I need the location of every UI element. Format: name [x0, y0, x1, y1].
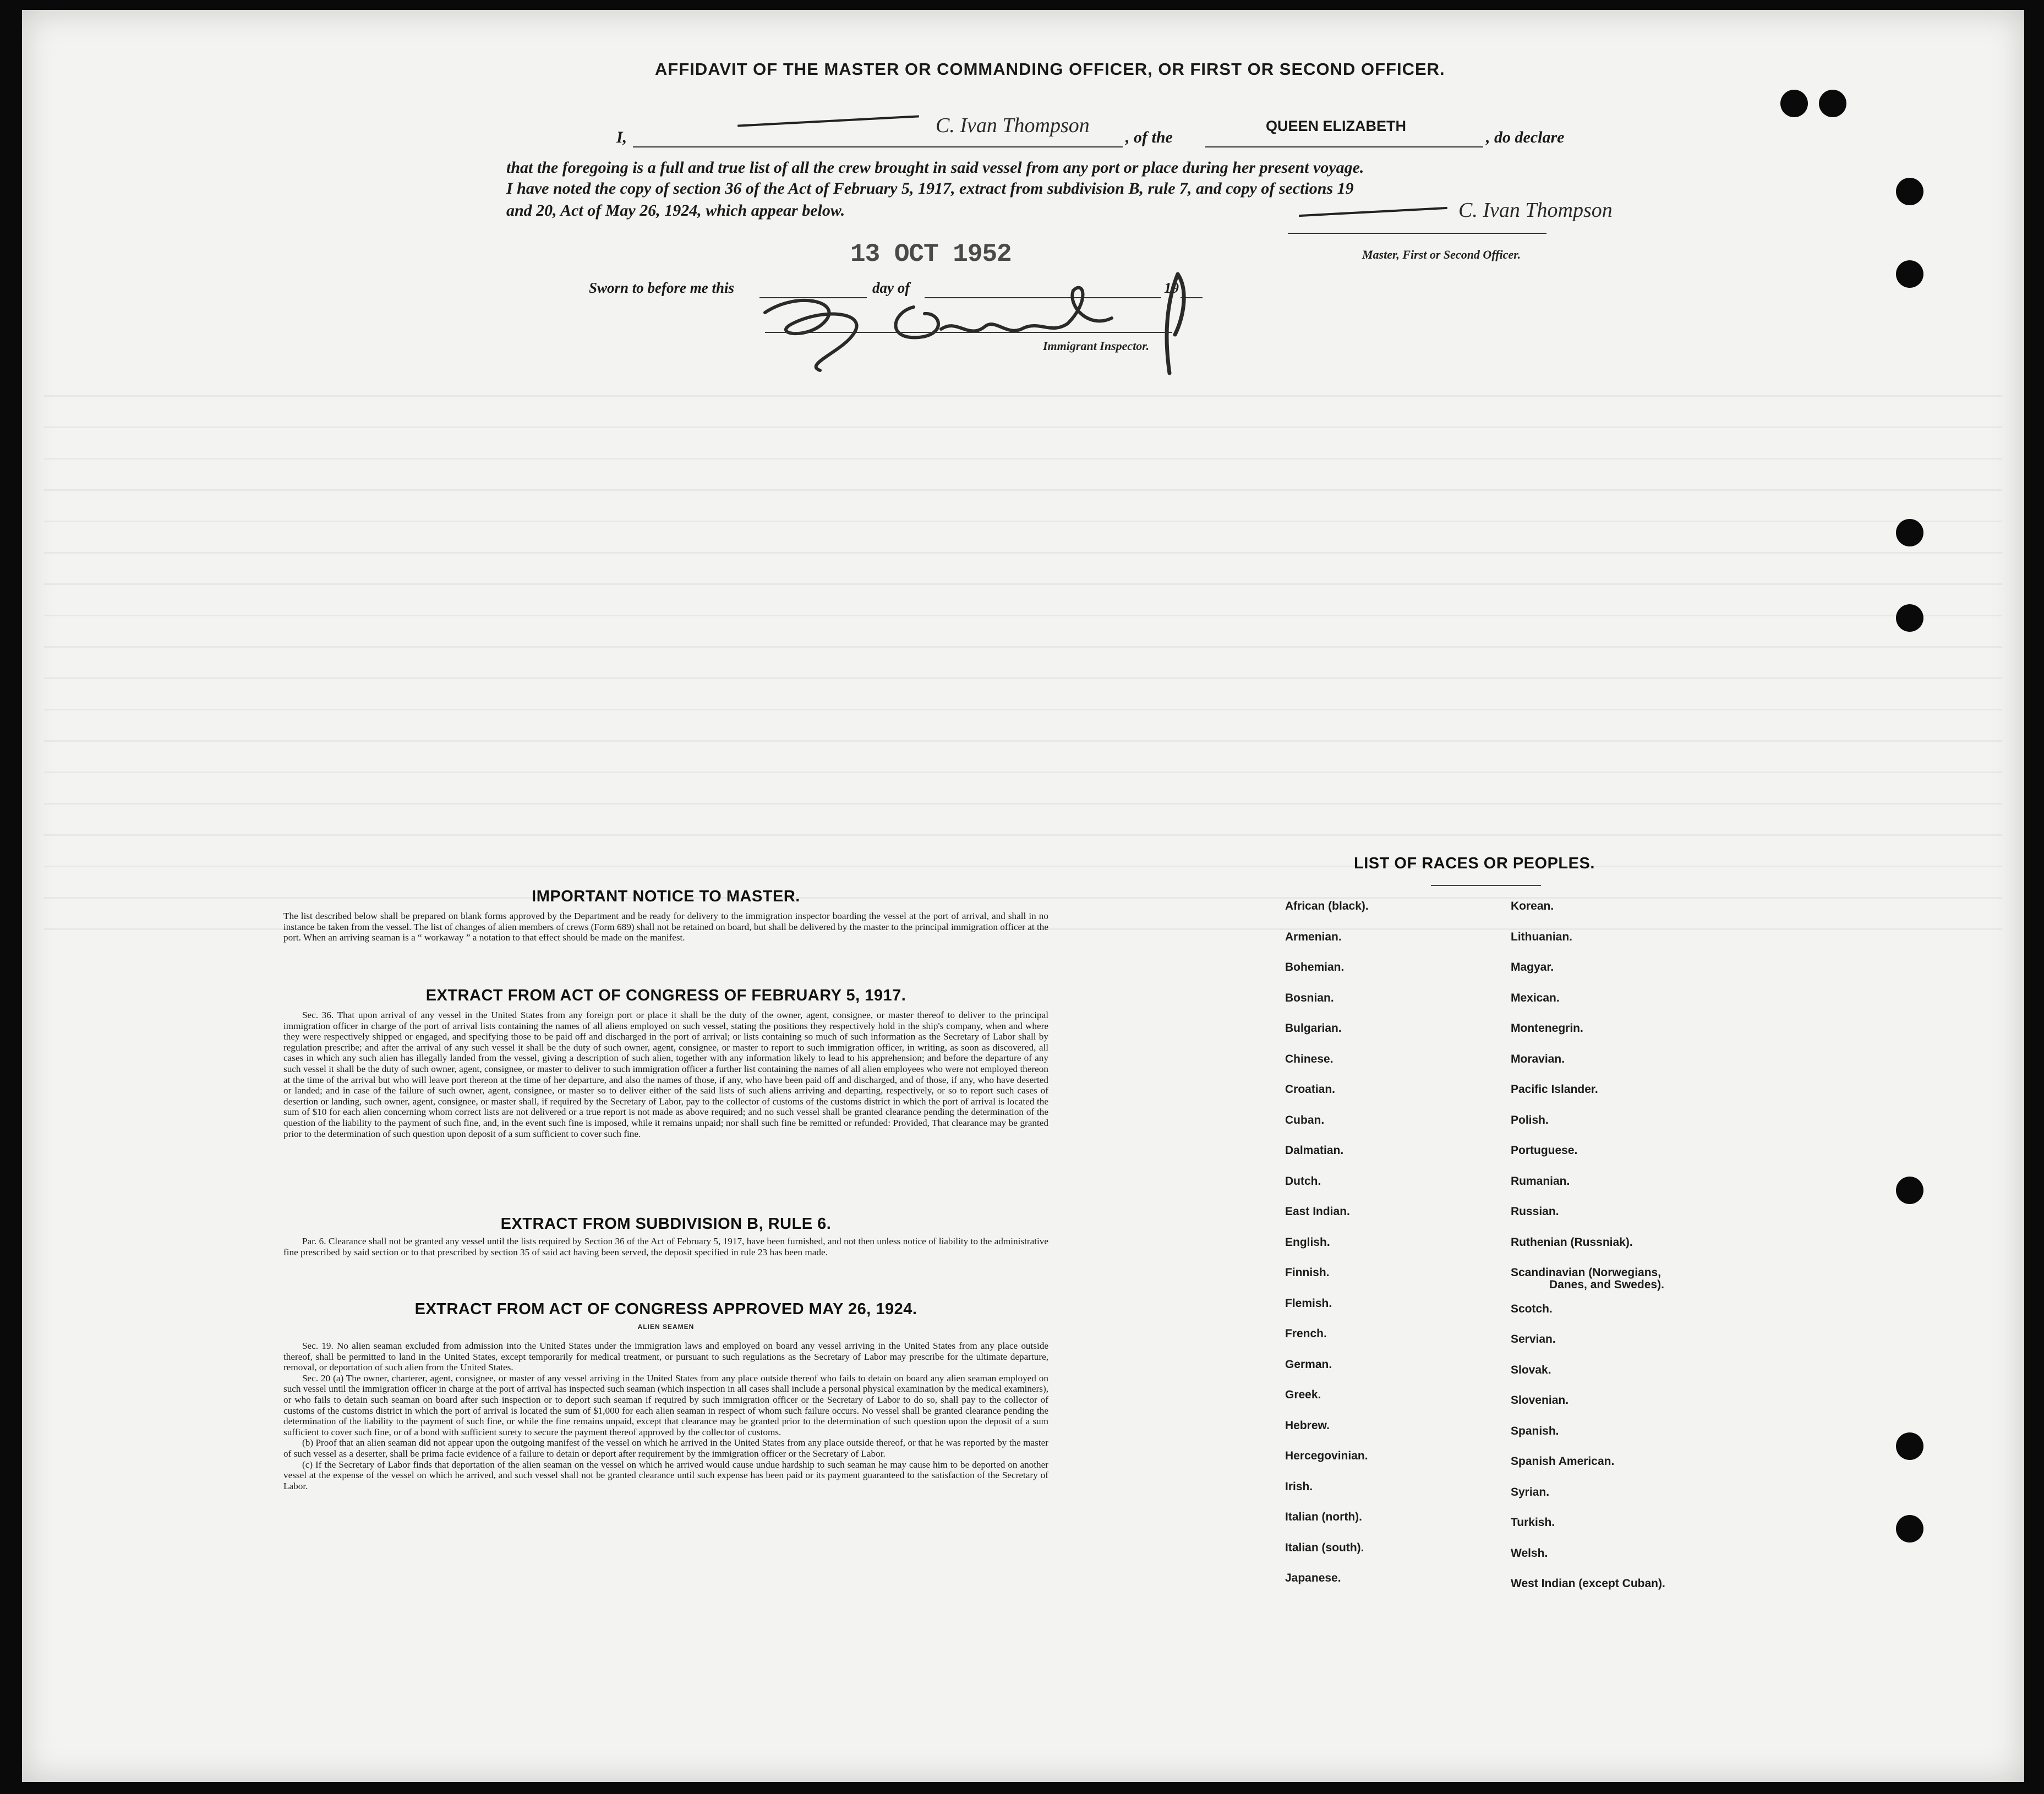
race-item: African (black).	[1285, 900, 1369, 912]
strike-through-mark	[1299, 207, 1447, 217]
affidavit-line-3: I have noted the copy of section 36 of the Act of February 5, 1917, extract from subdivision B, rule 7, and copy of sections 19	[506, 179, 1354, 198]
date-stamp: 13 OCT 1952	[850, 240, 1012, 269]
sec-19: Sec. 19. No alien seaman excluded from admission into the United States under the immigration laws and employed on board any vessel arriving in the United States from any place outside thereof, shall be permitted to land in the United States, except temporarily for medical treatment, or pursuant to such regulations as the Secretary of Labor may prescribe for the ultimate departure, removal, or deportation of such alien from the United States.	[283, 1341, 1048, 1373]
race-item: Cuban.	[1285, 1113, 1325, 1126]
race-item: Magyar.	[1511, 961, 1554, 973]
ghost-line	[44, 646, 2002, 648]
strike-through-mark	[737, 115, 919, 127]
sec-20c: (c) If the Secretary of Labor finds that deportation of the alien seaman on the vessel on which he arrived would cause undue hardship to such seaman he may cause him to be deported on another vessel at the expense of the vessel on which he arrived, and such vessel shall not be granted clearance until such expense has been paid or its payment guaranteed to the satisfaction of the Secretary of Labor.	[283, 1459, 1048, 1491]
race-item: West Indian (except Cuban).	[1511, 1577, 1665, 1590]
ghost-line	[44, 803, 2002, 805]
affidavit-line-4: and 20, Act of May 26, 1924, which appear below.	[506, 201, 845, 220]
race-item: French.	[1285, 1327, 1327, 1340]
race-item: English.	[1285, 1235, 1330, 1249]
race-item: Rumanian.	[1511, 1174, 1570, 1188]
extract-1924-heading: EXTRACT FROM ACT OF CONGRESS APPROVED MAY 26, 1924.	[414, 1300, 917, 1318]
vessel-name: QUEEN ELIZABETH	[1266, 118, 1407, 134]
race-continuation: Danes, and Swedes).	[1549, 1278, 1664, 1291]
race-item: Finnish.	[1285, 1266, 1330, 1279]
race-item: Greek.	[1285, 1388, 1321, 1401]
race-item: Hercegovinian.	[1285, 1450, 1368, 1462]
race-item: Hebrew.	[1285, 1419, 1330, 1432]
ghost-line	[44, 489, 2002, 491]
document-sheet	[22, 10, 2024, 1782]
extract-1924-body	[283, 1341, 1048, 1491]
race-item: Italian (north).	[1285, 1511, 1362, 1523]
race-item: Lithuanian.	[1511, 930, 1572, 943]
race-item: Flemish.	[1285, 1297, 1332, 1310]
race-item: Ruthenian (Russniak).	[1511, 1235, 1633, 1249]
master-signature: C. Ivan Thompson	[1458, 199, 1613, 222]
race-item: Scotch.	[1511, 1302, 1553, 1315]
inspector-caption: Immigrant Inspector.	[1043, 339, 1150, 353]
notice-body: The list described below shall be prepared on blank forms approved by the Department and be ready for delivery to the immigration inspector boarding the vessel at the port of arrival, and shall in no instance be taken from the vessel. The list of changes of alien members of crews (Form 689) shall not be retained on board, but shall be delivered by the master to the principal immigration officer at the port. When an arriving seaman is a “ workaway ” a notation to that effect should be made on the manifest.	[283, 911, 1048, 943]
race-item: Chinese.	[1285, 1052, 1333, 1065]
ghost-line	[44, 772, 2002, 773]
master-caption: Master, First or Second Officer.	[1362, 248, 1521, 261]
sec-20a: Sec. 20 (a) The owner, charterer, agent, consignee, or master of any vessel arriving in the United States from any place outside thereof who fails to detain on board any alien seaman employed on such vessel until the immigration officer in charge at the port of arrival has inspected such seaman (which inspection in all cases shall include a personal physical examination by the medical examiners), or who fails to detain such seaman on board after such inspection or to deport such seaman if required by such immigration officer or the Secretary of Labor to do so, shall pay to the collector of customs of the customs district in which the port of arrival is located the sum of $1,000 for each alien seaman in respect of whom such failure occurs. No vessel shall be granted clearance pending the determination of the liability to the payment of such fine, or while the fine remains unpaid, except that clearance may be granted prior to the determination of such question upon the deposit of a sum sufficient to cover such fine, or of a bond with sufficient surety to secure the payment thereof approved by the collector of customs.	[283, 1372, 1048, 1437]
ghost-line	[44, 458, 2002, 460]
race-item: Syrian.	[1511, 1485, 1550, 1498]
inspector-signature	[759, 269, 1222, 379]
race-item: Portuguese.	[1511, 1144, 1578, 1157]
day-of: day of	[872, 280, 910, 296]
race-item: Moravian.	[1511, 1052, 1565, 1065]
race-item: Slovak.	[1511, 1363, 1551, 1376]
subdiv-b-heading: EXTRACT FROM SUBDIVISION B, RULE 6.	[500, 1215, 832, 1233]
master-signature-line	[1288, 233, 1546, 234]
sworn-text: Sworn to before me this	[589, 280, 735, 296]
punch-hole	[1819, 90, 1846, 117]
ghost-line	[44, 426, 2002, 428]
inspector-line	[765, 332, 1172, 333]
affidavit-title: AFFIDAVIT OF THE MASTER OR COMMANDING OFFICER, OR FIRST OR SECOND OFFICER.	[655, 59, 1445, 79]
race-item: Pacific Islander.	[1511, 1083, 1598, 1096]
ghost-line	[44, 709, 2002, 710]
ghost-line	[44, 615, 2002, 616]
race-item: Dalmatian.	[1285, 1144, 1344, 1157]
race-item: Mexican.	[1511, 991, 1560, 1004]
affidavit-signature: C. Ivan Thompson	[936, 114, 1090, 137]
punch-hole	[1896, 260, 1923, 288]
extract-1917-heading: EXTRACT FROM ACT OF CONGRESS OF FEBRUARY 5, 1917.	[425, 987, 906, 1004]
race-item: Irish.	[1285, 1480, 1313, 1493]
punch-hole	[1896, 1432, 1923, 1460]
affidavit-of-the: , of the	[1125, 128, 1173, 146]
ghost-line	[44, 583, 2002, 585]
ghost-line	[44, 866, 2002, 867]
notice-heading: IMPORTANT NOTICE TO MASTER.	[532, 888, 800, 905]
race-item: Croatian.	[1285, 1083, 1336, 1096]
punch-hole	[1896, 178, 1923, 205]
race-item: Servian.	[1511, 1333, 1556, 1346]
ghost-line	[44, 834, 2002, 836]
race-item: Dutch.	[1285, 1174, 1321, 1188]
races-heading-underline	[1431, 885, 1541, 886]
ghost-line	[44, 521, 2002, 522]
ghost-line	[44, 740, 2002, 742]
race-item: German.	[1285, 1358, 1332, 1371]
race-item: East Indian.	[1285, 1205, 1350, 1218]
affidavit-i: I,	[616, 128, 627, 146]
race-item: Welsh.	[1511, 1546, 1548, 1560]
race-item: Bulgarian.	[1285, 1022, 1342, 1035]
punch-hole	[1896, 604, 1923, 632]
ghost-line	[44, 677, 2002, 679]
race-item: Slovenian.	[1511, 1394, 1569, 1407]
race-item: Italian (south).	[1285, 1541, 1364, 1554]
race-item: Japanese.	[1285, 1572, 1341, 1584]
year-prefix: 19	[1164, 280, 1179, 296]
vessel-name-line	[1205, 146, 1483, 147]
race-item: Polish.	[1511, 1113, 1549, 1126]
race-item: Bohemian.	[1285, 961, 1345, 973]
subdiv-b-body: Par. 6. Clearance shall not be granted any vessel until the lists required by Section 36 of the Act of February 5, 1917, have been furnished, and not then unless notice of liability to the administrative fine prescribed by said section or to that prescribed by section 35 of said act having been served, the deposit specified in rule 23 has been made.	[283, 1236, 1048, 1257]
race-item: Armenian.	[1285, 930, 1342, 943]
race-item: Russian.	[1511, 1205, 1559, 1218]
races-heading: LIST OF RACES OR PEOPLES.	[1354, 855, 1595, 872]
sec-20b: (b) Proof that an alien seaman did not appear upon the outgoing manifest of the vessel on which he arrived in the United States from any place outside thereof, or that he was reported by the master of such vessel as a deserter, shall be prima facie evidence of a failure to detain or deport after requirement by the immigration officer or the Secretary of Labor.	[283, 1437, 1048, 1459]
extract-1917-body: Sec. 36. That upon arrival of any vessel in the United States from any foreign port or place it shall be the duty of the owner, agent, consignee, or master thereof to deliver to the principal immigration officer in charge of the port of arrival lists containing the names of all aliens employed on such vessel, stating the positions they respectively hold in the ship's company, when and where they were respectively shipped or engaged, and specifying those to be paid off and discharged in the port of arrival; or lists containing so much of such information as the Secretary of Labor shall by regulation prescribe; and after the arrival of any such vessel it shall be the duty of such owner, agent, consignee, or master to report to such immigration officer, in writing, as soon as discovered, all cases in which any such alien has illegally landed from the vessel, giving a description of such alien, together with any information likely to lead to his apprehension; and before the departure of any such vessel it shall be the duty of such owner, agent, consignee, or master to deliver to such immigration officer a further list containing the names of all alien employees who were not employed thereon at the time of the arrival but who will leave port thereon at the time of her departure, and also the names of those, if any, who have been paid off and discharged, and of those, if any, who have deserted or landed; and in case of the failure of such owner, agent, consignee, or master so to deliver either of the said lists of such aliens arriving and departing, respectively, or so to report such cases of desertion or landing, such owner, agent, consignee, or master shall, if required by the Secretary of Labor, pay to the collector of customs of the customs district in which the port of arrival is located the sum of $10 for each alien concerning whom correct lists are not delivered or a true report is not made as above required; and no such vessel shall be granted clearance pending the determination of the question of the liability to the payment of such fine, and, in the event such fine is imposed, while it remains unpaid; nor shall such fine be remitted or refunded: Provided, That clearance may be granted prior to the determination of such question upon deposit of a sum sufficient to cover such fine.	[283, 1010, 1048, 1139]
race-item: Montenegrin.	[1511, 1022, 1583, 1035]
race-item: Spanish.	[1511, 1424, 1559, 1437]
extract-1924-subheading: ALIEN SEAMEN	[637, 1323, 695, 1331]
affidavit-do-declare: , do declare	[1486, 128, 1565, 146]
punch-hole	[1896, 519, 1923, 546]
ghost-line	[44, 552, 2002, 554]
race-item: Spanish American.	[1511, 1455, 1615, 1468]
ghost-line	[44, 395, 2002, 397]
race-item: Bosnian.	[1285, 991, 1334, 1004]
affidavit-line-2: that the foregoing is a full and true list of all the crew brought in said vessel from any port or place during her present voyage.	[506, 158, 1364, 177]
race-item: Scandinavian (Norwegians,	[1511, 1266, 1662, 1279]
punch-hole	[1896, 1177, 1923, 1204]
affidavit-name-line	[633, 146, 1123, 147]
punch-hole	[1896, 1515, 1923, 1543]
punch-hole	[1780, 90, 1808, 117]
race-item: Korean.	[1511, 900, 1554, 912]
race-item: Turkish.	[1511, 1516, 1555, 1529]
